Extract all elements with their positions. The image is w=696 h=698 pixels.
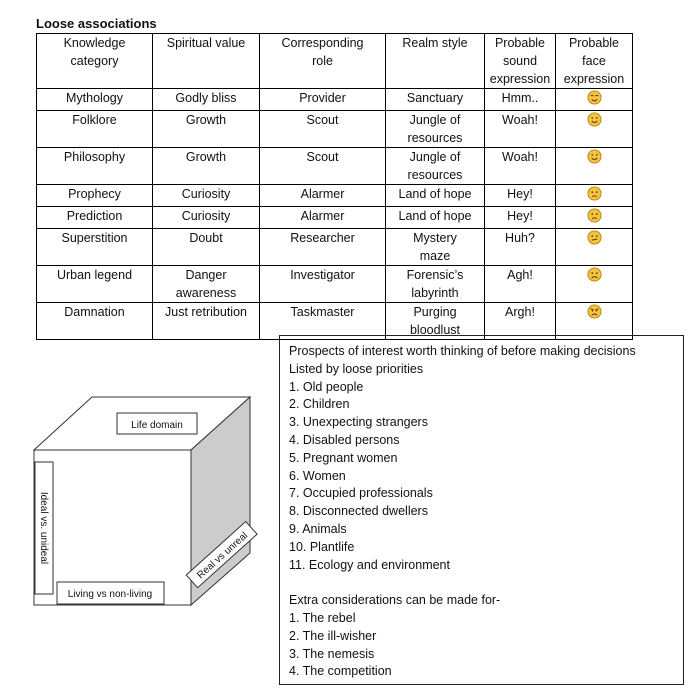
header-line: sound: [502, 54, 538, 68]
priority-item: 10. Plantlife: [289, 539, 355, 554]
header-realm-style: [386, 34, 485, 89]
cell-category: [37, 229, 153, 266]
cell-realm: [386, 303, 485, 340]
cell-line: Growth: [185, 150, 227, 164]
priority-item: 5. Pregnant women: [289, 450, 398, 465]
cell-line: Danger: [185, 268, 227, 282]
cell-line: Doubt: [189, 231, 223, 245]
cell-realm: [386, 229, 485, 266]
table-row: [37, 148, 633, 185]
ideal-label: Ideal vs. unideal: [38, 491, 49, 565]
table-row: [37, 229, 633, 266]
cell-sound: Woah!: [485, 148, 556, 185]
header-face-expression: [556, 34, 633, 89]
priority-item: 4. Disabled persons: [289, 432, 400, 447]
cell-line: Prophecy: [68, 187, 121, 201]
header-line: Spiritual value: [166, 36, 246, 50]
table-row: [37, 111, 633, 148]
real-label: Real vs unreal: [195, 530, 251, 582]
cell-line: maze: [419, 249, 451, 263]
cell-line: Land of hope: [398, 209, 472, 223]
cell-face: [556, 185, 633, 207]
content-face-icon: [587, 90, 602, 105]
priority-item: 6. Women: [289, 468, 346, 483]
header-line: Corresponding: [281, 36, 364, 50]
cell-line: Urban legend: [56, 268, 133, 282]
header-line: face: [582, 54, 606, 68]
cell-value: [153, 185, 260, 207]
cell-sound: Hey!: [485, 185, 556, 207]
cell-category: [37, 266, 153, 303]
confused-face-icon: [587, 230, 602, 245]
cell-role: [260, 89, 386, 111]
cell-face: [556, 148, 633, 185]
cell-role: [260, 266, 386, 303]
cell-sound: Hey!: [485, 207, 556, 229]
cell-face: [556, 266, 633, 303]
cell-sound: Agh!: [485, 266, 556, 303]
cell-line: Mystery: [413, 231, 457, 245]
cell-category: [37, 89, 153, 111]
cell-role: [260, 207, 386, 229]
header-line: Probable: [494, 36, 546, 50]
cell-line: Purging: [413, 305, 457, 319]
cell-role: [260, 148, 386, 185]
cell-line: Curiosity: [181, 187, 231, 201]
extra-item: 1. The rebel: [289, 610, 356, 625]
cell-line: Mythology: [66, 91, 123, 105]
life-domain-cube: [30, 395, 270, 615]
cell-line: Curiosity: [181, 209, 231, 223]
cell-face: [556, 89, 633, 111]
extra-item: 4. The competition: [289, 664, 392, 679]
cell-value: [153, 207, 260, 229]
cell-line: Investigator: [290, 268, 355, 282]
cell-category: [37, 303, 153, 340]
cell-line: bloodlust: [409, 323, 461, 337]
cell-realm: [386, 266, 485, 303]
spacer: [289, 574, 674, 592]
cell-line: resources: [407, 131, 463, 145]
worried-face-icon: [587, 208, 602, 223]
cell-value: [153, 229, 260, 266]
cell-sound: Woah!: [485, 111, 556, 148]
considerations-box: [279, 335, 684, 685]
cell-role: [260, 111, 386, 148]
cell-line: Prediction: [66, 209, 123, 223]
cell-line: Scout: [306, 113, 339, 127]
table-row: [37, 185, 633, 207]
header-knowledge-category: [37, 34, 153, 89]
cell-line: Alarmer: [300, 209, 345, 223]
cell-line: labyrinth: [411, 286, 459, 300]
worried-face-icon: [587, 186, 602, 201]
cell-sound: Hmm..: [485, 89, 556, 111]
extra-item: 3. The nemesis: [289, 646, 375, 661]
priority-item: 3. Unexpecting strangers: [289, 415, 428, 430]
cell-realm: [386, 89, 485, 111]
angry-face-icon: [587, 304, 602, 319]
cell-line: resources: [407, 168, 463, 182]
header-line: expression: [489, 72, 551, 86]
extra-item: 2. The ill-wisher: [289, 628, 377, 643]
cell-line: Sanctuary: [406, 91, 464, 105]
notes-subheading: Listed by loose priorities: [289, 361, 424, 376]
header-corresponding-role: [260, 34, 386, 89]
cell-line: Taskmaster: [290, 305, 355, 319]
cell-line: Researcher: [290, 231, 355, 245]
cell-line: Jungle of: [409, 113, 461, 127]
cell-category: [37, 207, 153, 229]
header-line: expression: [563, 72, 625, 86]
cell-realm: [386, 185, 485, 207]
cell-line: Jungle of: [409, 150, 461, 164]
cell-face: [556, 111, 633, 148]
extra-heading: Extra considerations can be made for-: [289, 593, 501, 608]
cell-sound: Huh?: [485, 229, 556, 266]
header-line: Probable: [568, 36, 620, 50]
associations-table: [36, 33, 633, 340]
cell-line: Land of hope: [398, 187, 472, 201]
table-header-row: [37, 34, 633, 89]
cell-value: [153, 148, 260, 185]
priority-item: 7. Occupied professionals: [289, 486, 433, 501]
cell-line: Damnation: [64, 305, 125, 319]
cell-line: Superstition: [61, 231, 128, 245]
cell-face: [556, 229, 633, 266]
cell-line: Just retribution: [165, 305, 247, 319]
header-line: category: [70, 54, 119, 68]
notes-heading: Prospects of interest worth thinking of before making decisions: [289, 344, 636, 358]
living-label: Living vs non-living: [67, 589, 153, 600]
cell-line: Alarmer: [300, 187, 345, 201]
cell-value: [153, 89, 260, 111]
cell-value: [153, 111, 260, 148]
cell-line: Scout: [306, 150, 339, 164]
header-line: Knowledge: [63, 36, 126, 50]
cell-line: awareness: [175, 286, 237, 300]
cell-line: Forensic’s: [406, 268, 464, 282]
cell-role: [260, 229, 386, 266]
cell-line: Provider: [299, 91, 346, 105]
cell-realm: [386, 111, 485, 148]
cell-line: Folklore: [72, 113, 117, 127]
cell-face: [556, 207, 633, 229]
table-row: [37, 207, 633, 229]
smiling-face-icon: [587, 149, 602, 164]
priority-item: 2. Children: [289, 397, 350, 412]
frowning-face-icon: [587, 267, 602, 282]
priority-item: 8. Disconnected dwellers: [289, 504, 428, 519]
priority-item: 9. Animals: [289, 521, 347, 536]
cell-value: [153, 266, 260, 303]
table-row: [37, 266, 633, 303]
cell-value: [153, 303, 260, 340]
priority-item: 1. Old people: [289, 379, 364, 394]
cell-realm: [386, 207, 485, 229]
header-line: role: [312, 54, 333, 68]
cell-category: [37, 111, 153, 148]
table-row: [37, 303, 633, 340]
page-title: Loose associations: [36, 16, 157, 31]
cell-line: Philosophy: [63, 150, 126, 164]
smiling-face-icon: [587, 112, 602, 127]
cell-category: [37, 148, 153, 185]
table-row: [37, 89, 633, 111]
header-spiritual-value: [153, 34, 260, 89]
header-sound-expression: [485, 34, 556, 89]
cell-line: Growth: [185, 113, 227, 127]
cell-role: [260, 303, 386, 340]
cell-realm: [386, 148, 485, 185]
header-line: Realm style: [402, 36, 468, 50]
cell-face: [556, 303, 633, 340]
priority-item: 11. Ecology and environment: [289, 557, 450, 572]
cell-sound: Argh!: [485, 303, 556, 340]
cell-role: [260, 185, 386, 207]
cell-line: Godly bliss: [175, 91, 237, 105]
life-domain-label: Life domain: [131, 420, 183, 431]
cell-category: [37, 185, 153, 207]
